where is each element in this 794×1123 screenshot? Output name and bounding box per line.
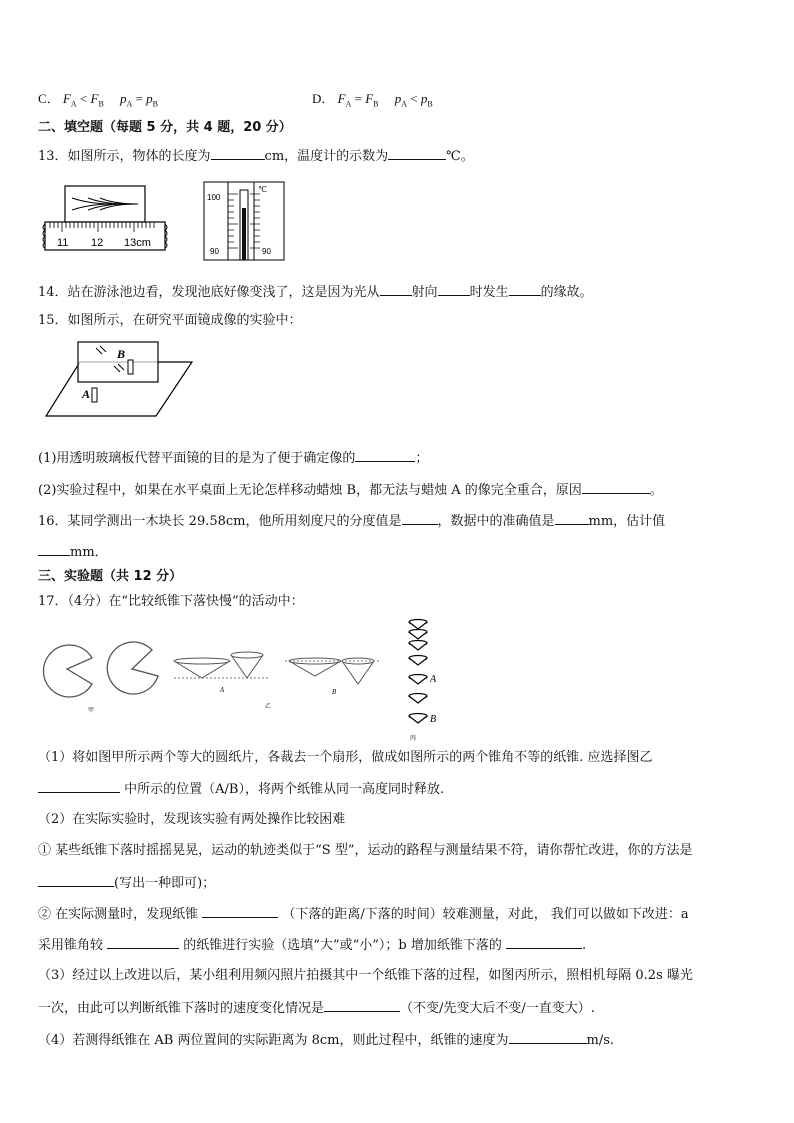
- q17-p4: ② 在实际测量时，发现纸锥 （下落的距离/下落的时间）较难测量，对此， 我们可以做如下改进：a: [38, 907, 689, 922]
- q17-blank-1[interactable]: [38, 780, 120, 793]
- q13-text: 13．如图所示，物体的长度为 cm，温度计的示数为 ℃。: [38, 149, 474, 164]
- q15-text: 15．如图所示，在研究平面镜成像的实验中：: [38, 313, 302, 328]
- q15-sub1: (1)用透明玻璃板代替平面镜的目的是为了便于确定像的 ；: [38, 451, 429, 466]
- section-3-title: 三、实验题（共 12 分）: [38, 569, 183, 584]
- q17-p1b: 中所示的位置（A/B），将两个纸锥从同一高度同时释放.: [38, 780, 444, 798]
- q17-p3b: (写出一种即可)；: [38, 874, 215, 892]
- fig-yi-b-label: B: [332, 689, 337, 696]
- q14-text: 14．站在游泳池边看，发现池底好像变浅了，这是因为光从 射向 时发生 的缘故。: [38, 285, 593, 300]
- q17-p5: 采用锥角较 的纸锥进行实验（选填“大”或“小”）；b 增加纸锥下落的 .: [38, 938, 587, 953]
- candle-a-label: A: [82, 387, 91, 401]
- q17-p3: ① 某些纸锥下落时摇摇晃晃，运动的轨迹类似于“S 型”，运动的路程与测量结果不符，请你帮忙改进，你的方法是: [38, 843, 693, 858]
- paper-disc-1: [43, 645, 92, 697]
- thermometer-figure: [198, 178, 298, 262]
- q15-blank-1[interactable]: [355, 449, 415, 462]
- q15-sub2: (2)实验过程中，如果在水平桌面上无论怎样移动蜡烛 B，都无法与蜡烛 A 的像完全重合，原因 。: [38, 483, 663, 498]
- q17-text: 17．（4分）在“比较纸锥下落快慢”的活动中：: [38, 594, 304, 609]
- ruler-tick-13: 13cm: [124, 237, 151, 249]
- ruler-tick-12: 12: [91, 237, 104, 249]
- ruler-figure: [40, 184, 170, 254]
- q17-blank-5[interactable]: [506, 936, 582, 949]
- q13-blank-1[interactable]: [211, 147, 265, 160]
- fig-label-bing: 丙: [410, 735, 417, 742]
- paper-disc-2: [107, 642, 158, 694]
- fig-bing-b-label: B: [430, 714, 437, 725]
- cone-figure-bing: [402, 618, 452, 742]
- q17-blank-3[interactable]: [202, 905, 278, 918]
- thermo-unit: ℃: [258, 185, 267, 194]
- option-c: C． $F_A < F_B$ $p_A = p_B$: [38, 91, 159, 109]
- q15-blank-2[interactable]: [582, 481, 650, 494]
- q17-p1: （1）将如图甲所示两个等大的圆纸片，各裁去一个扇形，做成如图所示的两个锥角不等的纸锥. 应选择图乙: [38, 750, 653, 765]
- q17-p8: （4）若测得纸锥在 AB 两位置间的实际距离为 8cm，则此过程中，纸锥的速度为 m/s.: [38, 1033, 615, 1048]
- q16-blank-2[interactable]: [555, 512, 589, 525]
- q16-blank-3[interactable]: [38, 543, 70, 556]
- option-d: D． $F_A = F_B$ $p_A < p_B$: [312, 91, 433, 109]
- q17-p2: （2）在实际实验时，发现该实验有两处操作比较困难: [38, 812, 346, 827]
- thermo-label-90: 90: [210, 247, 219, 256]
- q17-p7: 一次，由此可以判断纸锥下落时的速度变化情况是 （不变/先变大后不变/一直变大）.: [38, 1001, 595, 1016]
- q17-blank-6[interactable]: [324, 999, 400, 1012]
- q14-blank-1[interactable]: [380, 283, 412, 296]
- q16-blank-1[interactable]: [402, 512, 438, 525]
- thermo-label-90-right: 90: [262, 247, 271, 256]
- q17-blank-2[interactable]: [38, 874, 114, 887]
- plane-mirror-figure: [44, 338, 194, 422]
- thermo-label-100: 100: [207, 193, 221, 202]
- fig-yi-a-label: A: [220, 687, 225, 694]
- q16-text: 16．某同学测出一木块长 29.58cm，他所用刻度尺的分度值是 ，数据中的准确值是 mm，估计值: [38, 514, 666, 529]
- q14-blank-3[interactable]: [509, 283, 541, 296]
- q13-blank-2[interactable]: [388, 147, 446, 160]
- candle-b-label: B: [117, 347, 126, 361]
- q17-p6: （3）经过以上改进以后，某小组利用频闪照片拍摄其中一个纸锥下落的过程，如图丙所示，照相机每隔 0.2s 曝光: [38, 968, 693, 983]
- section-2-title: 二、填空题（每题 5 分，共 4 题，20 分）: [38, 120, 292, 135]
- q16-text-2: mm．: [38, 543, 108, 561]
- fig-label-yi: 乙: [265, 703, 272, 710]
- q17-blank-4[interactable]: [107, 936, 179, 949]
- q17-blank-7[interactable]: [509, 1031, 587, 1044]
- q14-blank-2[interactable]: [438, 283, 470, 296]
- ruler-tick-11: 11: [57, 237, 69, 249]
- cone-figure-jia-yi: [40, 636, 390, 716]
- fig-label-jia: 甲: [88, 707, 95, 714]
- fig-bing-a-label: A: [430, 674, 437, 685]
